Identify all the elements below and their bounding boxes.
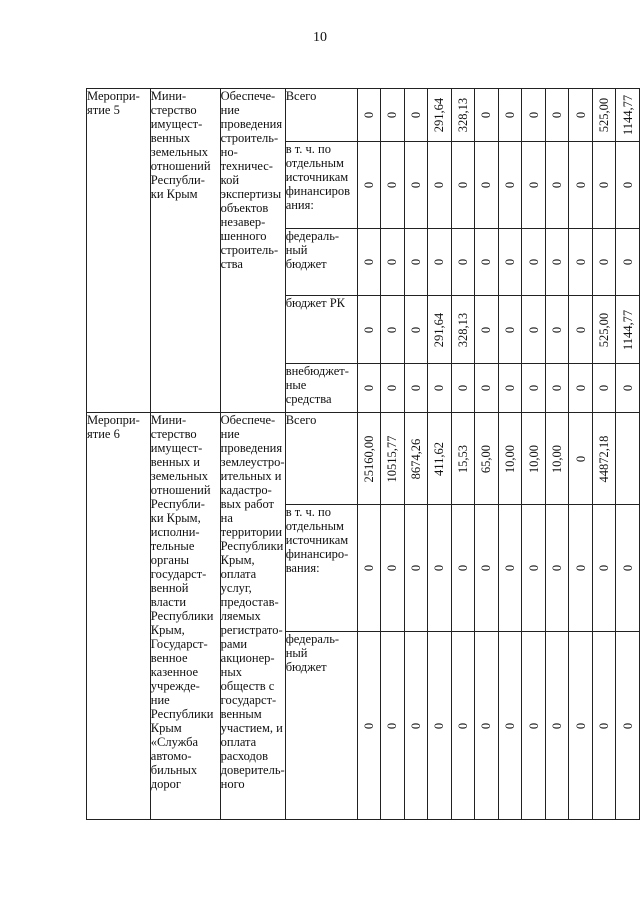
value-text: 15,53 [455, 444, 470, 473]
value-cell [357, 364, 381, 413]
value-cell [428, 296, 452, 364]
funding-table [86, 88, 640, 820]
value-cell [404, 413, 428, 505]
value-cell [498, 364, 522, 413]
value-text: 0 [620, 722, 635, 729]
value-text: 411,62 [432, 441, 447, 476]
value-cell [475, 413, 499, 505]
funding-source-cell [285, 229, 357, 296]
value-cell [592, 89, 616, 142]
value-cell [545, 632, 569, 820]
goal-text: Обеспече- ние проведения землеустро- ительных и кадастро- вых работ на территории Республики Крым, оплата услуг, предостав- ляемых регистрато- рами акционер- ных обществ с государст- венным участием, и оплата расходов доверитель- ного [220, 413, 285, 791]
value-cell [616, 89, 640, 142]
value-text: 525,00 [597, 97, 612, 133]
value-text: 0 [432, 722, 447, 729]
value-cell [616, 505, 640, 632]
value-cell [522, 505, 546, 632]
value-text: 0 [573, 384, 588, 392]
value-text: 0 [550, 326, 565, 333]
value-cell [498, 505, 522, 632]
value-text: 0 [385, 564, 400, 572]
value-text: 0 [361, 258, 376, 266]
value-text: 0 [597, 722, 612, 729]
value-cell [381, 413, 405, 505]
value-text: 0 [385, 258, 400, 266]
value-cell [569, 89, 593, 142]
value-text: 0 [385, 722, 400, 729]
value-text: 0 [573, 455, 588, 462]
value-text: 0 [361, 722, 376, 729]
value-text: 0 [479, 384, 494, 392]
value-cell [592, 505, 616, 632]
executor-cell [150, 413, 220, 820]
value-cell [616, 632, 640, 820]
value-cell [545, 89, 569, 142]
value-cell [404, 142, 428, 229]
value-text: 0 [479, 111, 494, 119]
value-text: 0 [385, 326, 400, 333]
value-text: 0 [526, 326, 541, 333]
value-text: 0 [573, 111, 588, 119]
value-cell [357, 632, 381, 820]
value-cell [428, 632, 452, 820]
value-cell [498, 142, 522, 229]
value-cell [616, 142, 640, 229]
value-cell [357, 229, 381, 296]
value-cell [498, 229, 522, 296]
value-cell [592, 142, 616, 229]
value-cell [428, 505, 452, 632]
value-cell [592, 632, 616, 820]
value-text: 0 [526, 384, 541, 392]
value-cell [545, 364, 569, 413]
value-text: 328,13 [455, 97, 470, 133]
value-text: 1144,77 [620, 94, 635, 136]
value-cell [522, 296, 546, 364]
value-cell [357, 89, 381, 142]
value-cell [381, 296, 405, 364]
value-cell [475, 142, 499, 229]
value-cell [616, 364, 640, 413]
value-text: 0 [550, 111, 565, 119]
value-text: 0 [620, 384, 635, 392]
value-cell [569, 364, 593, 413]
value-cell [404, 364, 428, 413]
value-text: 0 [455, 384, 470, 392]
value-text: 0 [455, 564, 470, 572]
value-text: 0 [479, 181, 494, 189]
value-text: 0 [408, 564, 423, 572]
value-text: 0 [573, 722, 588, 729]
value-cell [428, 364, 452, 413]
value-text: 0 [620, 564, 635, 572]
value-cell [381, 229, 405, 296]
value-text: 10,00 [503, 444, 517, 473]
executor-cell [150, 89, 220, 413]
value-cell [451, 413, 475, 505]
value-text: 0 [573, 564, 588, 572]
value-text: 0 [573, 326, 588, 333]
executor-text: Мини- стерство имущест- венных и земельных отношений Республи- ки Крым, исполни- тельные органы государст- венной власти Республики Крым, Государст- венное казенное учрежде- ние Республики Крым «Служба автомо- бильных дорог [150, 413, 214, 791]
value-text: 0 [526, 111, 541, 119]
value-cell [404, 505, 428, 632]
value-text: 0 [408, 326, 423, 333]
funding-source-label: Всего [285, 89, 317, 103]
value-text: 0 [361, 384, 376, 392]
value-cell [404, 89, 428, 142]
value-cell [475, 364, 499, 413]
value-text: 0 [432, 181, 447, 189]
value-cell [545, 142, 569, 229]
value-cell [498, 413, 522, 505]
value-text: 0 [408, 722, 423, 729]
value-cell [451, 89, 475, 142]
value-text: 44872,18 [597, 435, 612, 482]
value-text: 0 [361, 111, 376, 119]
value-cell [569, 142, 593, 229]
value-text: 0 [503, 384, 517, 392]
goal-cell [220, 89, 285, 413]
value-cell [381, 505, 405, 632]
value-text: 0 [479, 258, 494, 266]
value-text: 0 [550, 722, 565, 729]
value-cell [381, 632, 405, 820]
value-text: 0 [526, 258, 541, 266]
value-cell [451, 505, 475, 632]
value-text: 0 [503, 258, 517, 266]
value-text: 0 [408, 181, 423, 189]
value-text: 0 [550, 384, 565, 392]
measure-name-cell [87, 89, 151, 413]
value-cell [357, 413, 381, 505]
value-text: 0 [408, 258, 423, 266]
value-text: 0 [550, 258, 565, 266]
value-cell [475, 632, 499, 820]
value-text: 0 [479, 326, 494, 333]
value-cell [569, 296, 593, 364]
funding-source-label: федераль- ный бюджет [285, 229, 340, 271]
value-cell [522, 632, 546, 820]
value-text: 0 [620, 181, 635, 189]
value-text: 0 [550, 564, 565, 572]
value-text: 0 [526, 564, 541, 572]
value-text: 0 [385, 181, 400, 189]
value-cell [569, 632, 593, 820]
value-text: 0 [432, 258, 447, 266]
value-cell [545, 413, 569, 505]
value-cell [522, 142, 546, 229]
value-text: 0 [573, 258, 588, 266]
value-text: 0 [503, 326, 517, 333]
value-cell [616, 413, 640, 505]
value-text: 10,00 [550, 444, 565, 473]
funding-source-cell [285, 505, 357, 632]
goal-cell [220, 413, 285, 820]
value-cell [381, 364, 405, 413]
funding-source-cell [285, 89, 357, 142]
funding-source-label: федераль- ный бюджет [285, 632, 340, 674]
value-text: 0 [479, 722, 494, 729]
value-cell [475, 296, 499, 364]
value-text: 0 [432, 384, 447, 392]
value-cell [592, 229, 616, 296]
funding-source-label: в т. ч. по отдельным источникам финансиро- вания: [285, 505, 349, 575]
funding-source-cell [285, 632, 357, 820]
value-text: 0 [455, 258, 470, 266]
value-cell [592, 296, 616, 364]
value-text: 0 [573, 181, 588, 189]
value-text: 0 [597, 564, 612, 572]
value-text: 1144,77 [620, 309, 635, 350]
value-text: 0 [503, 722, 517, 729]
value-cell [545, 296, 569, 364]
value-cell [522, 413, 546, 505]
value-text: 0 [385, 111, 400, 119]
value-cell [428, 89, 452, 142]
funding-source-label: в т. ч. по отдельным источникам финансиров ания: [285, 142, 351, 212]
value-cell [522, 89, 546, 142]
goal-text: Обеспече- ние проведения строитель- но- техничес- кой экспертизы объектов незавер- шенного строитель- ства [220, 89, 283, 271]
value-cell [475, 505, 499, 632]
funding-source-label: бюджет РК [285, 296, 346, 310]
funding-source-cell [285, 413, 357, 505]
value-cell [428, 229, 452, 296]
value-text: 291,64 [432, 312, 447, 347]
value-text: 0 [503, 111, 517, 119]
value-cell [357, 505, 381, 632]
value-text: 525,00 [597, 312, 612, 347]
value-text: 0 [455, 181, 470, 189]
value-cell [569, 413, 593, 505]
value-cell [545, 229, 569, 296]
value-cell [428, 413, 452, 505]
value-cell [428, 142, 452, 229]
value-cell [475, 89, 499, 142]
value-text: 0 [503, 564, 517, 572]
value-text: 0 [408, 111, 423, 119]
value-cell [381, 89, 405, 142]
value-cell [451, 229, 475, 296]
value-cell [616, 296, 640, 364]
value-text: 0 [361, 564, 376, 572]
funding-source-label: внебюджет- ные средства [285, 364, 349, 406]
measure-name-cell [87, 413, 151, 820]
value-cell [592, 364, 616, 413]
value-text: 0 [479, 564, 494, 572]
executor-text: Мини- стерство имущест- венных земельных отношений Республи- ки Крым [150, 89, 211, 201]
value-cell [357, 142, 381, 229]
value-cell [451, 296, 475, 364]
value-text: 0 [503, 181, 517, 189]
value-text: 8674,26 [408, 438, 423, 479]
measure-name-text: Меропри- ятие 5 [87, 89, 140, 117]
value-text: 0 [550, 181, 565, 189]
value-cell [357, 296, 381, 364]
value-cell [404, 632, 428, 820]
value-cell [569, 229, 593, 296]
value-cell [451, 364, 475, 413]
value-cell [404, 296, 428, 364]
value-text: 291,64 [432, 97, 447, 133]
value-text: 0 [361, 181, 376, 189]
value-cell [498, 89, 522, 142]
value-text: 0 [526, 181, 541, 189]
table-row [87, 413, 640, 505]
value-text: 10515,77 [385, 435, 400, 482]
value-cell [451, 142, 475, 229]
value-cell [381, 142, 405, 229]
value-text: 0 [432, 564, 447, 572]
value-cell [616, 229, 640, 296]
value-text: 0 [597, 181, 612, 189]
value-text: 10,00 [526, 444, 541, 473]
value-text: 65,00 [479, 444, 494, 473]
value-text: 0 [597, 384, 612, 392]
value-text: 328,13 [455, 312, 470, 347]
page-number: 10 [313, 30, 327, 45]
value-text: 0 [455, 722, 470, 729]
value-cell [451, 632, 475, 820]
value-cell [545, 505, 569, 632]
table-row [87, 89, 640, 142]
value-text: 0 [361, 326, 376, 333]
value-cell [569, 505, 593, 632]
value-cell [498, 632, 522, 820]
funding-source-label: Всего [285, 413, 317, 427]
funding-source-cell [285, 364, 357, 413]
value-text: 0 [408, 384, 423, 392]
value-text: 0 [620, 258, 635, 266]
value-text: 25160,00 [361, 435, 376, 482]
value-cell [498, 296, 522, 364]
value-cell [592, 413, 616, 505]
value-cell [404, 229, 428, 296]
value-text: 0 [526, 722, 541, 729]
value-text: 0 [385, 384, 400, 392]
value-text: 0 [597, 258, 612, 266]
value-cell [475, 229, 499, 296]
funding-source-cell [285, 142, 357, 229]
funding-source-cell [285, 296, 357, 364]
value-cell [522, 364, 546, 413]
measure-name-text: Меропри- ятие 6 [87, 413, 140, 441]
value-cell [522, 229, 546, 296]
